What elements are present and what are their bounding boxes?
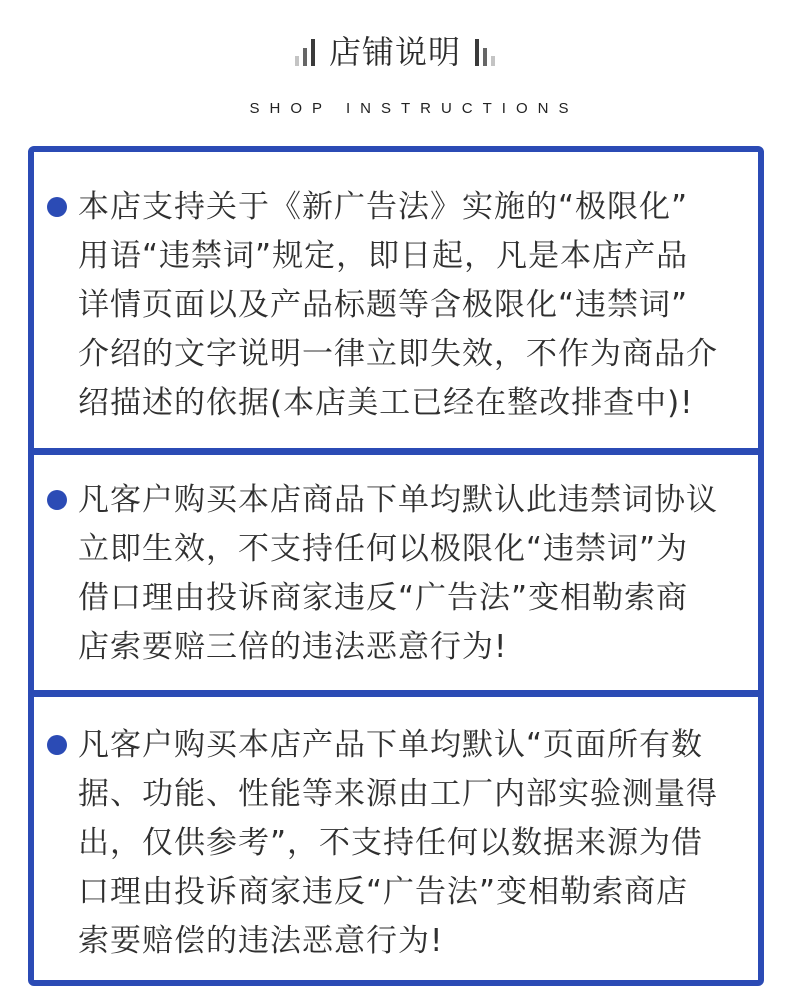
page-title: 店铺说明	[328, 33, 461, 71]
notice-section-2	[34, 448, 758, 690]
page-title-row	[0, 33, 790, 71]
notice-line: 店索要赔三倍的违法恶意行为!	[78, 629, 508, 665]
notice-line: 口理由投诉商家违反“广告法”变相勒索商店	[78, 874, 689, 910]
blue-dot-icon	[47, 197, 67, 217]
notice-box	[28, 146, 764, 986]
signal-bars-icon	[475, 38, 495, 66]
notice-line: 本店支持关于《新广告法》实施的“极限化”	[78, 189, 689, 225]
notice-line: 凡客户购买本店商品下单均默认此违禁词协议	[78, 482, 718, 518]
notice-line: 凡客户购买本店产品下单均默认“页面所有数	[78, 727, 704, 763]
notice-line: 据、功能、性能等来源由工厂内部实验测量得	[78, 776, 718, 812]
notice-line: 索要赔偿的违法恶意行为!	[78, 923, 444, 959]
notice-line: 详情页面以及产品标题等含极限化“违禁词”	[78, 287, 689, 323]
notice-section-3	[34, 690, 758, 980]
notice-line: 立即生效，不支持任何以极限化“违禁词”为	[78, 531, 689, 567]
signal-bars-icon	[295, 38, 315, 66]
page-subtitle: SHOP INSTRUCTIONS	[249, 100, 579, 117]
notice-line: 绍描述的依据(本店美工已经在整改排查中)!	[78, 385, 694, 421]
notice-section-1	[34, 152, 758, 448]
blue-dot-icon	[47, 735, 67, 755]
notice-line: 出，仅供参考”，不支持任何以数据来源为借	[78, 825, 704, 861]
notice-line: 借口理由投诉商家违反“广告法”变相勒索商	[78, 580, 689, 616]
notice-line: 用语“违禁词”规定，即日起，凡是本店产品	[78, 238, 689, 274]
blue-dot-icon	[47, 490, 67, 510]
notice-line: 介绍的文字说明一律立即失效，不作为商品介	[78, 336, 718, 372]
